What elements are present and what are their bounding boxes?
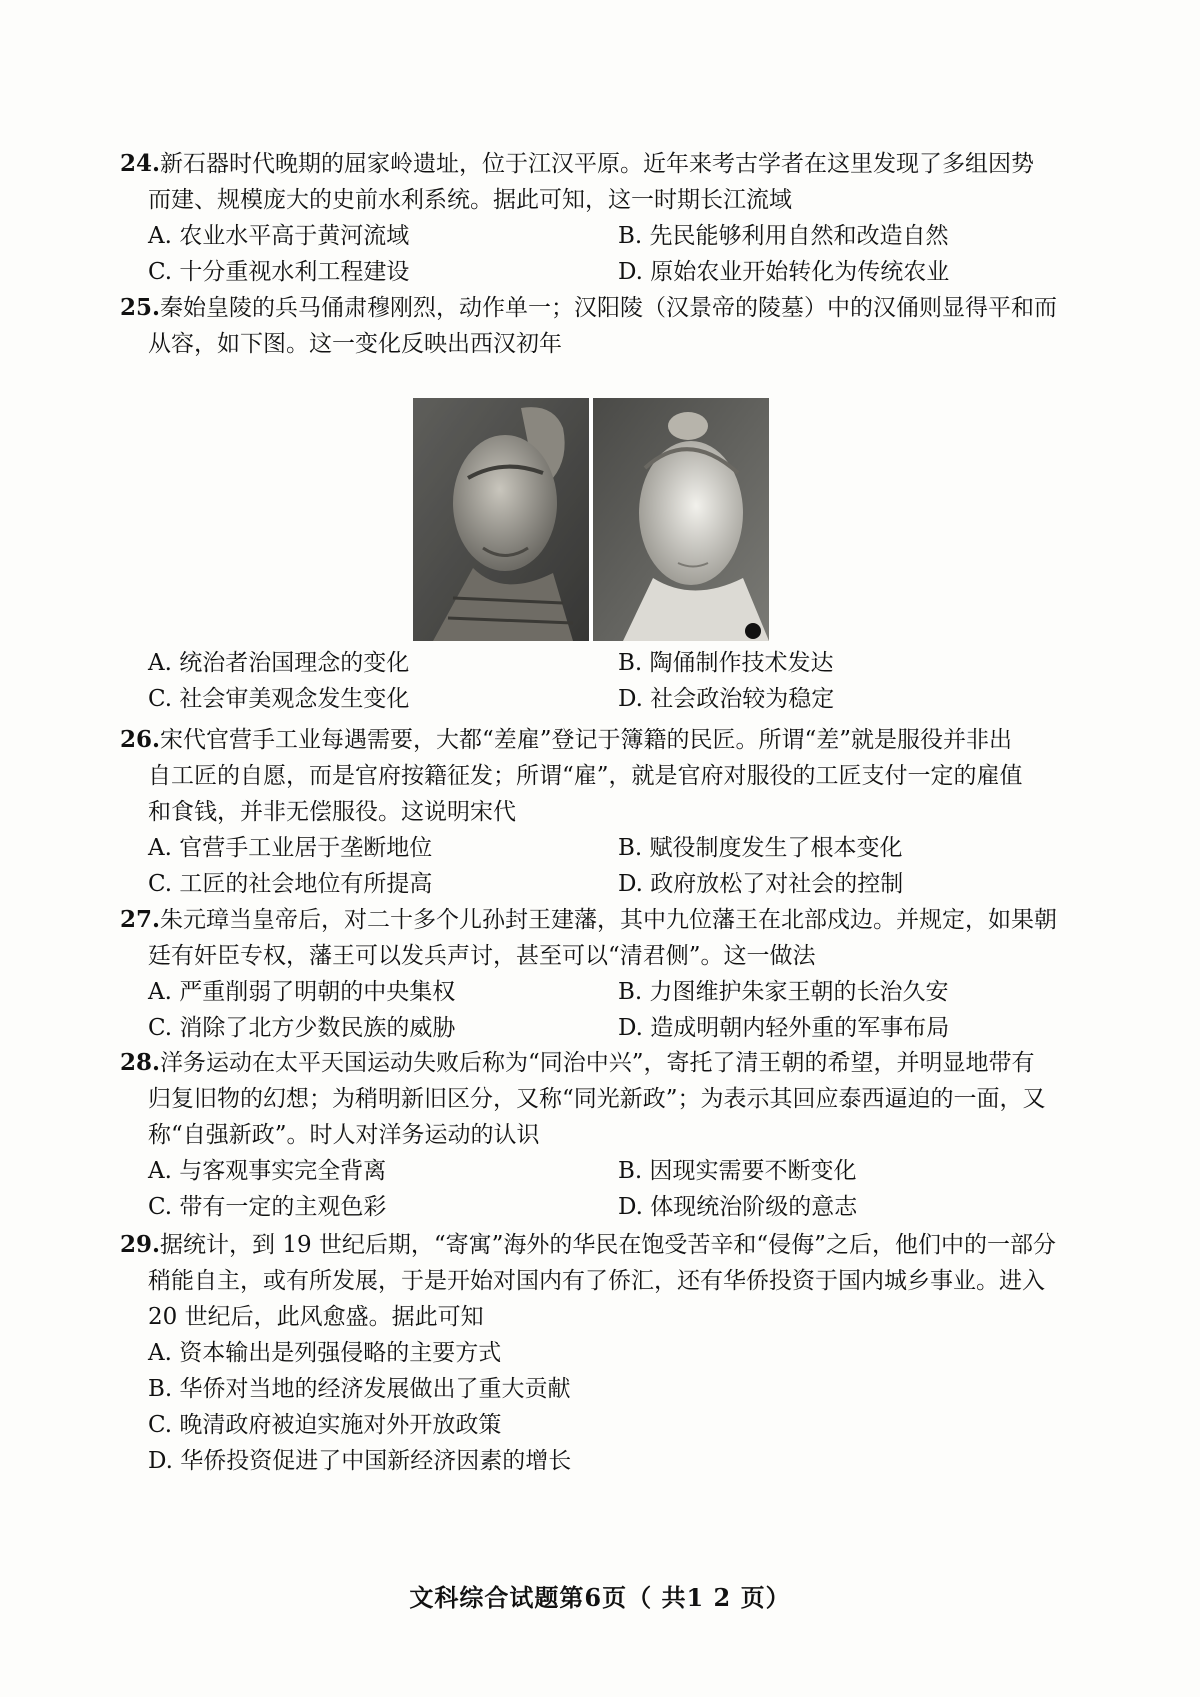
question-stem <box>120 722 1080 830</box>
question-number: 24. <box>120 150 161 177</box>
stem-line: 稍能自主，或有所发展，于是开始对国内有了侨汇，还有华侨投资于国内城乡事业。进入 <box>148 1268 1045 1294</box>
question-26 <box>120 722 1080 902</box>
stem-line: 据统计，到 19 世纪后期，“寄寓”海外的华民在饱受苦辛和“侵侮”之后，他们中的一部分 <box>160 1232 1056 1258</box>
options <box>120 974 1080 1046</box>
option-b: B. 陶俑制作技术发达 <box>618 650 834 676</box>
question-stem <box>120 1227 1080 1335</box>
question-number: 25. <box>120 294 161 321</box>
question-25 <box>120 290 1080 362</box>
stem-line: 20 世纪后，此风愈盛。据此可知 <box>148 1304 484 1330</box>
option-a: A. 严重削弱了明朝的中央集权 <box>148 979 456 1005</box>
question-stem <box>120 1045 1080 1153</box>
options <box>120 830 1080 902</box>
option-c: C. 晚清政府被迫实施对外开放政策 <box>148 1412 502 1438</box>
option-c: C. 工匠的社会地位有所提高 <box>148 871 433 897</box>
qin-warrior-photo <box>413 398 589 641</box>
option-b: B. 因现实需要不断变化 <box>618 1158 857 1184</box>
question-number: 26. <box>120 726 161 753</box>
option-b: B. 华侨对当地的经济发展做出了重大贡献 <box>148 1376 571 1402</box>
question-stem <box>120 290 1080 362</box>
question-number: 27. <box>120 906 161 933</box>
option-a: A. 农业水平高于黄河流域 <box>148 223 410 249</box>
stem-line: 洋务运动在太平天国运动失败后称为“同治中兴”，寄托了清王朝的希望，并明显地带有 <box>160 1050 1035 1076</box>
options <box>120 645 1080 717</box>
option-b: B. 先民能够利用自然和改造自然 <box>618 223 949 249</box>
stem-line: 廷有奸臣专权，藩王可以发兵声讨，甚至可以“清君侧”。这一做法 <box>148 943 816 969</box>
question-29 <box>120 1227 1080 1479</box>
question-number: 29. <box>120 1231 161 1258</box>
option-c: C. 带有一定的主观色彩 <box>148 1194 387 1220</box>
options <box>120 1153 1080 1225</box>
stem-line: 而建、规模庞大的史前水利系统。据此可知，这一时期长江流域 <box>148 187 792 213</box>
question-number: 28. <box>120 1049 161 1076</box>
option-d: D. 社会政治较为稳定 <box>618 686 835 712</box>
stem-line: 秦始皇陵的兵马俑肃穆刚烈，动作单一；汉阳陵（汉景帝的陵墓）中的汉俑则显得平和而 <box>160 295 1058 321</box>
question-stem <box>120 902 1080 974</box>
option-c: C. 消除了北方少数民族的威胁 <box>148 1015 456 1041</box>
question-27 <box>120 902 1080 1046</box>
option-d: D. 体现统治阶级的意志 <box>618 1194 858 1220</box>
question-stem <box>120 146 1080 218</box>
stem-line: 朱元璋当皇帝后，对二十多个儿孙封王建藩，其中九位藩王在北部戍边。并规定，如果朝 <box>160 907 1058 933</box>
stem-line: 称“自强新政”。时人对洋务运动的认识 <box>148 1122 540 1148</box>
option-c: C. 社会审美观念发生变化 <box>148 686 410 712</box>
option-b: B. 力图维护朱家王朝的长治久安 <box>618 979 949 1005</box>
options <box>120 218 1080 290</box>
stem-line: 从容，如下图。这一变化反映出西汉初年 <box>148 331 562 357</box>
option-d: D. 华侨投资促进了中国新经济因素的增长 <box>148 1448 572 1474</box>
stem-line: 宋代官营手工业每遇需要，大都“差雇”登记于簿籍的民匠。所谓“差”就是服役并非出 <box>160 727 1013 753</box>
question-25-options <box>120 645 1080 717</box>
han-figure-photo <box>593 398 769 641</box>
question-28 <box>120 1045 1080 1225</box>
option-a: A. 与客观事实完全背离 <box>148 1158 387 1184</box>
option-c: C. 十分重视水利工程建设 <box>148 259 410 285</box>
option-b: B. 赋役制度发生了根本变化 <box>618 835 903 861</box>
option-a: A. 资本输出是列强侵略的主要方式 <box>148 1340 502 1366</box>
option-d: D. 造成明朝内轻外重的军事布局 <box>618 1015 950 1041</box>
option-a: A. 统治者治国理念的变化 <box>148 650 410 676</box>
stem-line: 和食钱，并非无偿服役。这说明宋代 <box>148 799 516 825</box>
terracotta-figure-comparison <box>413 398 769 641</box>
stem-line: 自工匠的自愿，而是官府按籍征发；所谓“雇”，就是官府对服役的工匠支付一定的雇值 <box>148 763 1023 789</box>
stem-line: 归复旧物的幻想；为稍明新旧区分，又称“同光新政”；为表示其回应泰西逼迫的一面，又 <box>148 1086 1046 1112</box>
options <box>120 1335 1080 1479</box>
stem-line: 新石器时代晚期的屈家岭遗址，位于江汉平原。近年来考古学者在这里发现了多组因势 <box>160 151 1035 177</box>
option-d: D. 原始农业开始转化为传统农业 <box>618 259 950 285</box>
option-a: A. 官营手工业居于垄断地位 <box>148 835 433 861</box>
page-footer: 文科综合试题第6页（ 共1 2 页） <box>409 1583 791 1612</box>
question-24 <box>120 146 1080 290</box>
option-d: D. 政府放松了对社会的控制 <box>618 871 904 897</box>
